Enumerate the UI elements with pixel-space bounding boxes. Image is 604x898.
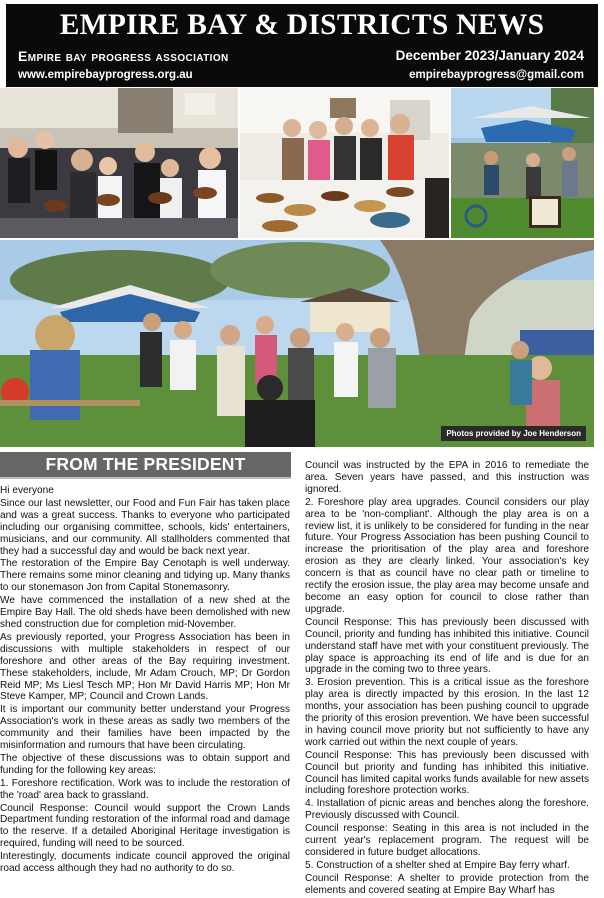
- paragraph: Since our last newsletter, our Food and Fun Fair has taken place and was a great success. Thanks to everyone who participated including our organising committee, schools, kids' entertainers, musicians, and our community. All stallholders commented that they had a successful day and would be back next year.: [0, 497, 290, 557]
- paragraph: 2. Foreshore play area upgrades. Council considers our play area to be 'non-compliant'. Although the play area is on a review list, it is unlikely to be considered for funding in the near future. Your Progress Association has been pushing Council to increase the prioritisation of the play area and foreshore erosion as they are clearly linked. Your association's key concern is that as council have no clear path or timeline to rectify the erosion issue, the play area may become unsafe and become an easy option for council to close rather than upgrade.: [305, 496, 589, 615]
- paragraph: 3. Erosion prevention. This is a critical issue as the foreshore play area is directly impacted by this erosion. In the last 12 months, your association has been pushing council to upgrade the priority of this erosion prevention. We have been successful in having council move priority but not sufficiently to have any work carried out within the next couple of years.: [305, 677, 589, 748]
- masthead-row-1: [18, 48, 584, 64]
- paragraph: 5. Construction of a shelter shed at Empire Bay ferry wharf.: [305, 859, 570, 871]
- organisation-name: Empire bay progress association: [18, 48, 229, 64]
- paragraph: Council Response: Council would support the Crown Lands Department funding restoration of the informal road and damage to the reserve. If a detailed Aboriginal Heritage investigation is required, funding will need to be sourced.: [0, 802, 290, 850]
- paragraph: 1. Foreshore rectification. Work was to include the restoration of the 'road' area back to grassland.: [0, 777, 290, 801]
- issue-date: December 2023/January 2024: [395, 48, 584, 63]
- president-column-right: [305, 460, 589, 898]
- photo-fair-crowd: [0, 240, 594, 447]
- section-heading: FROM THE PRESIDENT: [0, 452, 291, 479]
- photo-credit: Photos provided by Joe Henderson: [441, 426, 586, 441]
- fair-crowd-image: [0, 240, 594, 447]
- paragraph: Hi everyone: [0, 485, 54, 496]
- paragraph: Council Response: This has previously been discussed with Council, priority and funding has inhibited this initiative. Council understand staff have met with your constituent previously. The play space is approaching its end of life and is due for an upgrade in the coming two to three years.: [305, 616, 589, 676]
- paragraph: The restoration of the Empire Bay Cenotaph is well underway. There remains some minor cleaning and tidying up. Many thanks to our stonemason Jon from Capital Stonemasonry.: [0, 558, 290, 594]
- paragraph: The objective of these discussions was to obtain support and funding for the following key areas:: [0, 752, 290, 776]
- masthead: [6, 4, 598, 87]
- photo-marquee-stall: [451, 88, 594, 238]
- email-link[interactable]: empirebayprogress@gmail.com: [409, 69, 584, 81]
- paragraph: Council Response: This has previously been discussed with Council but priority and funding has inhibited this initiative. Council has limited capital works funds available for new assets including foreshore protection works.: [305, 749, 589, 797]
- photo-children-violin: [0, 88, 238, 238]
- paragraph: As previously reported, your Progress Association has been in discussions with multiple stakeholders in respect of our foreshore and other areas of the Bay requiring investment. These stakeholders, include, Mr Adam Crouch, MP; Dr Gordon Reid MP; Ms Liesl Tesch MP; Hon Mr David Harris MP; Hon Mr Steve Kamper, MP; Council and Crown Lands.: [0, 631, 290, 703]
- president-column-left: [0, 485, 290, 876]
- paragraph: Council was instructed by the EPA in 2016 to remediate the area. Seven years have passed, and this instruction was ignored.: [305, 460, 589, 495]
- masthead-row-2: [18, 69, 584, 81]
- stallholders-image: [240, 88, 449, 238]
- newsletter-title: EMPIRE BAY & DISTRICTS NEWS: [59, 9, 545, 41]
- paragraph: Council response: Seating in this area is not included in the current year's replacement program. The request will be considered in future budget allocations.: [305, 823, 589, 858]
- paragraph: 4. Installation of picnic areas and benches along the foreshore. Previously discussed with Council.: [305, 798, 589, 822]
- paragraph: Council Response: A shelter to provide protection from the elements and covered seating at Empire Bay Wharf has: [305, 872, 589, 896]
- paragraph: It is important our community better understand your Progress Association's work in these areas as sadly two members of the community and their families have been impacted by the misinformation and rumours that have been circulating.: [0, 704, 290, 752]
- paragraph: We have commenced the installation of a new shed at the Empire Bay Hall. The old sheds have been demolished with new shed construction due for completion mid-November.: [0, 595, 290, 630]
- website-link[interactable]: www.empirebayprogress.org.au: [18, 69, 193, 81]
- photo-stallholders: [240, 88, 449, 238]
- children-violin-image: [0, 88, 238, 238]
- paragraph: Interestingly, documents indicate council approved the original road access although they had no authority to do so.: [0, 851, 290, 875]
- marquee-stall-image: [451, 88, 594, 238]
